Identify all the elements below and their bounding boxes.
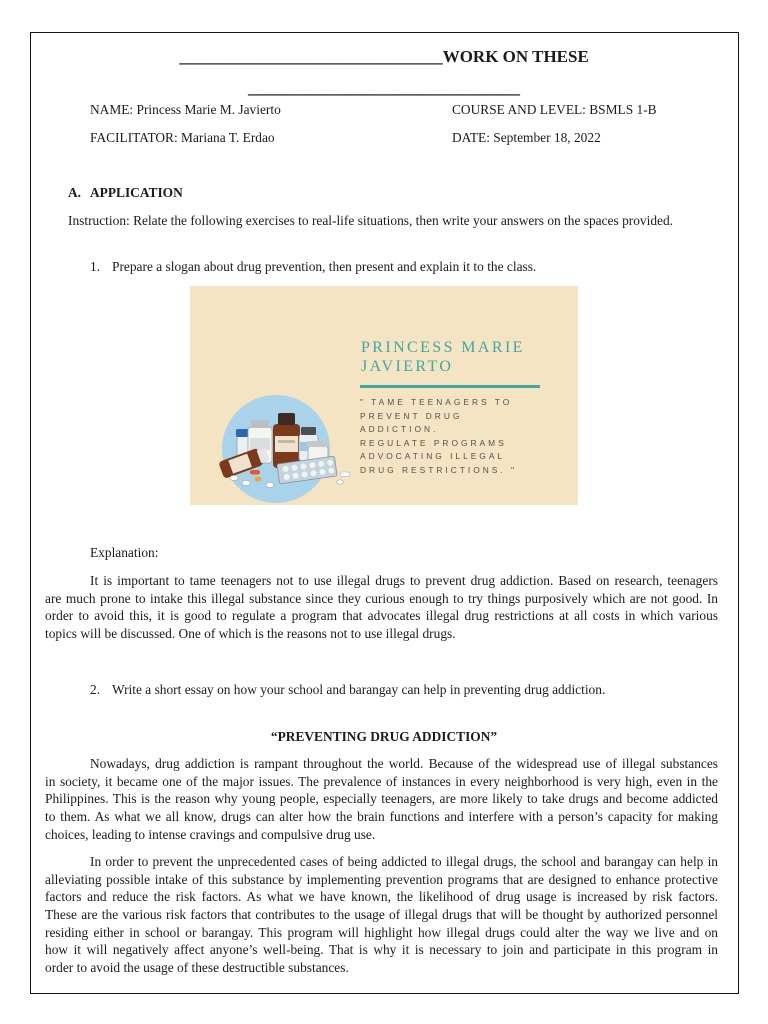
slogan-line: REGULATE PROGRAMS xyxy=(360,437,507,448)
item-text: Prepare a slogan about drug prevention, then present and explain it to the class. xyxy=(112,259,537,274)
slogan-line: DRUG RESTRICTIONS. " xyxy=(360,464,517,475)
essay-title: “PREVENTING DRUG ADDICTION” xyxy=(270,729,498,744)
item-number: 1. xyxy=(90,259,101,274)
facilitator: FACILITATOR: Mariana T. Erdao xyxy=(90,130,275,145)
item-number: 2. xyxy=(90,682,101,697)
essay-paragraph xyxy=(45,853,718,977)
paragraph-line: are much prone to intake this illegal substance since they curious enough to try things purposively which are not good. In xyxy=(45,590,718,606)
paragraph-line: alleviating possible intake of this substance by implementing prevention programs that are designed to enhance protective xyxy=(45,871,718,887)
card-name-line: JAVIERTO xyxy=(361,358,454,375)
paragraph-line: It is important to tame teenagers not to use illegal drugs to prevent drug addiction. Based on research, teenagers xyxy=(90,573,718,588)
student-name: NAME: Princess Marie M. Javierto xyxy=(90,102,281,117)
section-heading: APPLICATION xyxy=(90,185,183,200)
paragraph-line: to them. As what we all know, drugs can alter how the brain functions and interfere with a person’s capacity for making xyxy=(45,809,718,825)
slogan-card xyxy=(190,286,578,505)
paragraph-line: how it will negatively affect anyone’s well-being. That is why it is necessary to join and participate in this program in xyxy=(45,942,718,958)
paragraph-line: topics will be discussed. One of which is the reasons not to use illegal drugs. xyxy=(45,626,456,642)
essay-paragraph xyxy=(45,755,718,843)
paragraph-line: Philippines. This is the reason why young people, especially teenagers, are more likely to take drugs and become addicted xyxy=(45,791,718,807)
card-name-line: PRINCESS MARIE xyxy=(361,339,525,356)
page-border xyxy=(30,32,739,994)
section-marker: A. xyxy=(68,185,82,200)
paragraph-line: residing either in school or barangay. This program will highlight how illegal drugs could alter the way we live and on xyxy=(45,924,718,940)
paragraph-line: choices, leading to intense cravings and compulsive drug use. xyxy=(45,826,376,842)
slogan-line: ADDICTION. xyxy=(360,424,439,434)
explanation-paragraph xyxy=(45,572,718,643)
page-title: _______________________________WORK ON THESE xyxy=(179,47,589,66)
paragraph-line: Nowadays, drug addiction is rampant throughout the world. Because of the widespread use of illegal substances xyxy=(90,756,718,771)
item-text: Write a short essay on how your school and barangay can help in preventing drug addiction. xyxy=(112,682,606,697)
card-divider xyxy=(360,385,540,388)
course-level: COURSE AND LEVEL: BSMLS 1-B xyxy=(452,102,657,117)
paragraph-line: order to avoid this, it is good to regulate a program that advocates illegal drug restrictions at all costs in which various xyxy=(45,608,718,624)
explanation-label: Explanation: xyxy=(90,545,159,560)
paragraph-line: order to avoid the usage of these destructible substances. xyxy=(45,960,349,976)
title-underline: ________________________________ xyxy=(248,78,520,97)
paragraph-line: factors and reduce the risk factors. As what we have known, the likelihood of drug usage is increased by risk factors. xyxy=(45,889,718,905)
paragraph-line: These are the various risk factors that contributes to the usage of illegal drugs that will be thought by authorized personnel xyxy=(45,907,718,923)
date: DATE: September 18, 2022 xyxy=(452,130,601,145)
paragraph-line: In order to prevent the unprecedented cases of being addicted to illegal drugs, the school and barangay can help in xyxy=(90,854,718,869)
paragraph-line: in society, it became one of the major issues. The prevalence of instances in every neighborhood is very high, even in the xyxy=(45,773,718,789)
slogan-line: ADVOCATING ILLEGAL xyxy=(360,451,506,461)
slogan-line: " TAME TEENAGERS TO xyxy=(360,397,513,407)
slogan-text xyxy=(360,396,517,477)
instruction-text: Instruction: Relate the following exercises to real-life situations, then write your answers on the spaces provided. xyxy=(68,213,674,228)
slogan-line: PREVENT DRUG xyxy=(360,410,463,421)
